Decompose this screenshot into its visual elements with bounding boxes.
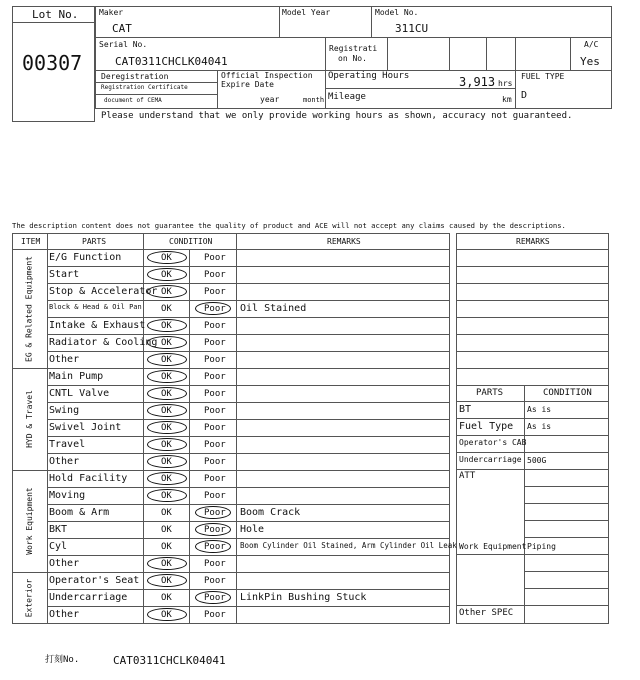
remark-text: Boom Crack — [240, 507, 301, 518]
ok-selected-mark — [147, 404, 187, 417]
ok-selected-mark — [147, 455, 187, 468]
part-name: Moving — [49, 490, 86, 501]
group-label: Work Equipment — [24, 487, 34, 555]
ok-label: OK — [161, 593, 172, 603]
year-label: year — [260, 95, 280, 104]
ok-label: OK — [161, 525, 172, 535]
poor-label: Poor — [204, 593, 226, 603]
ac-value: Yes — [580, 55, 600, 68]
right-part-name: Undercarriage — [459, 455, 522, 464]
poor-label: Poor — [204, 491, 226, 501]
ok-selected-mark — [147, 489, 187, 502]
model-no-label: Model No. — [375, 8, 419, 17]
poor-label: Poor — [204, 474, 226, 484]
remark-text: Oil Stained — [240, 303, 307, 314]
part-name: Swivel Joint — [49, 422, 122, 433]
poor-label: Poor — [204, 423, 226, 433]
lot-no-label: Lot No. — [32, 8, 79, 21]
ok-label: OK — [161, 304, 172, 314]
hrs-label: hrs — [498, 79, 513, 88]
ok-selected-mark — [147, 574, 187, 587]
ok-selected-mark — [147, 421, 187, 434]
remarks-right-header: REMARKS — [516, 237, 550, 246]
poor-selected-mark — [195, 591, 231, 604]
ok-selected-mark — [147, 387, 187, 400]
poor-label: Poor — [204, 542, 226, 552]
poor-label: Poor — [204, 576, 226, 586]
ok-label: OK — [161, 372, 172, 382]
cema-label: document of CEMA — [104, 97, 162, 104]
inspection-label-1: Official Inspection — [221, 71, 313, 80]
remark-text: LinkPin Bushing Stuck — [240, 592, 367, 603]
registration-cert-label: Registration Certificate — [101, 84, 188, 91]
part-name: Stop & Accelerator — [49, 286, 158, 297]
part-name: Undercarriage — [49, 592, 128, 603]
poor-selected-mark — [195, 506, 231, 519]
ok-label: OK — [161, 338, 172, 348]
ok-label: OK — [161, 559, 172, 569]
work-equipment-label: Work Equipment — [459, 542, 527, 551]
right-parts-header: PARTS — [476, 388, 504, 398]
part-name: Swing — [49, 405, 80, 416]
part-name: Other — [49, 354, 80, 365]
footer-label: 打刻No. — [45, 655, 80, 665]
ok-label: OK — [161, 474, 172, 484]
remarks-header: REMARKS — [327, 237, 361, 246]
right-part-name: Operator's CAB — [459, 438, 527, 447]
group-label: EG & Related Equipment — [24, 255, 34, 362]
ok-selected-mark — [147, 557, 187, 570]
part-name: CNTL Valve — [49, 388, 110, 399]
ok-selected-mark — [147, 438, 187, 451]
poor-label: Poor — [204, 508, 226, 518]
part-name: Start — [49, 269, 80, 280]
part-name: Other — [49, 456, 80, 467]
ac-label: A/C — [584, 40, 599, 49]
work-equipment-value: Piping — [527, 542, 556, 551]
part-name: Boom & Arm — [49, 507, 110, 518]
part-name: Main Pump — [49, 371, 104, 382]
poor-label: Poor — [204, 287, 226, 297]
deregistration-label: Deregistration — [101, 72, 169, 81]
fuel-type-value: D — [521, 90, 528, 101]
poor-label: Poor — [204, 457, 226, 467]
right-condition-header: CONDITION — [543, 388, 592, 398]
poor-label: Poor — [204, 525, 226, 535]
right-condition-value: As is — [527, 405, 552, 414]
serial-label: Serial No. — [99, 40, 148, 49]
mileage-label: Mileage — [328, 92, 366, 102]
poor-label: Poor — [204, 389, 226, 399]
poor-label: Poor — [204, 270, 226, 280]
model-no-value: 311CU — [395, 22, 429, 35]
maker-value: CAT — [112, 22, 132, 35]
poor-label: Poor — [204, 372, 226, 382]
part-name: BKT — [49, 524, 68, 535]
ok-label: OK — [161, 287, 172, 297]
ok-label: OK — [161, 440, 172, 450]
right-condition-value: 500G — [527, 456, 547, 465]
ok-selected-mark — [147, 472, 187, 485]
ok-selected-mark — [147, 353, 187, 366]
registration-label-1: Registrati — [329, 44, 378, 53]
poor-label: Poor — [204, 440, 226, 450]
serial-value: CAT0311CHCLK04041 — [115, 55, 228, 68]
part-name: Radiator & Cooling — [49, 337, 158, 348]
ok-label: OK — [161, 610, 172, 620]
condition-header: CONDITION — [169, 237, 213, 246]
ok-selected-mark — [147, 608, 187, 621]
ok-label: OK — [161, 542, 172, 552]
ok-selected-mark — [147, 251, 187, 264]
remark-text: Boom Cylinder Oil Stained, Arm Cylinder Oil Leak — [240, 541, 457, 550]
hours-note: Please understand that we only provide working hours as shown, accuracy not guaranteed. — [101, 111, 573, 121]
ok-label: OK — [161, 270, 172, 280]
ok-label: OK — [161, 355, 172, 365]
att-label: ATT — [459, 471, 476, 481]
poor-label: Poor — [204, 559, 226, 569]
km-label: km — [502, 95, 512, 104]
ok-label: OK — [161, 321, 172, 331]
poor-label: Poor — [204, 610, 226, 620]
part-name: Operator's Seat — [49, 575, 140, 586]
fuel-type-label: FUEL TYPE — [521, 72, 565, 81]
right-condition-value: As is — [527, 422, 552, 431]
ok-selected-mark — [147, 285, 187, 298]
item-header: ITEM — [21, 237, 41, 246]
poor-label: Poor — [204, 406, 226, 416]
ok-label: OK — [161, 406, 172, 416]
group-label: Exterior — [24, 578, 34, 617]
remark-text: Hole — [240, 524, 265, 535]
ok-label: OK — [161, 389, 172, 399]
footer-value: CAT0311CHCLK04041 — [113, 654, 226, 667]
operating-hours-label: Operating Hours — [328, 71, 410, 81]
part-name: Intake & Exhaust — [49, 320, 146, 331]
poor-label: Poor — [204, 321, 226, 331]
part-name: Other — [49, 558, 80, 569]
other-spec-label: Other SPEC — [459, 608, 514, 618]
ok-selected-mark — [147, 370, 187, 383]
maker-label: Maker — [99, 8, 124, 17]
ok-label: OK — [161, 457, 172, 467]
part-name: Block & Head & Oil Pan — [49, 303, 142, 311]
part-name: Other — [49, 609, 80, 620]
model-year-label: Model Year — [282, 8, 331, 17]
poor-selected-mark — [195, 523, 231, 536]
ok-selected-mark — [147, 319, 187, 332]
poor-label: Poor — [204, 253, 226, 263]
operating-hours-value: 3,913 — [459, 75, 496, 89]
ok-label: OK — [161, 576, 172, 586]
part-name: Cyl — [49, 541, 68, 552]
month-label: month — [303, 96, 325, 104]
poor-label: Poor — [204, 338, 226, 348]
ok-label: OK — [161, 508, 172, 518]
ok-selected-mark — [147, 336, 187, 349]
right-part-name: BT — [459, 404, 472, 415]
poor-selected-mark — [195, 540, 231, 553]
disclaimer: The description content does not guarantee the quality of product and ACE will not accept any claims caused by the descriptions. — [12, 221, 566, 230]
parts-header: PARTS — [82, 237, 107, 246]
ok-selected-mark — [147, 268, 187, 281]
right-part-name: Fuel Type — [459, 421, 514, 432]
part-name: Hold Facility — [49, 473, 128, 484]
inspection-label-2: Expire Date — [221, 80, 274, 89]
lot-no: 00307 — [22, 51, 83, 75]
part-name: Travel — [49, 439, 86, 450]
poor-selected-mark — [195, 302, 231, 315]
ok-label: OK — [161, 253, 172, 263]
poor-label: Poor — [204, 355, 226, 365]
ok-label: OK — [161, 423, 172, 433]
ok-label: OK — [161, 491, 172, 501]
part-name: E/G Function — [49, 252, 122, 263]
group-label: HYD & Travel — [24, 390, 34, 448]
poor-label: Poor — [204, 304, 226, 314]
registration-label-2: on No. — [338, 54, 367, 63]
